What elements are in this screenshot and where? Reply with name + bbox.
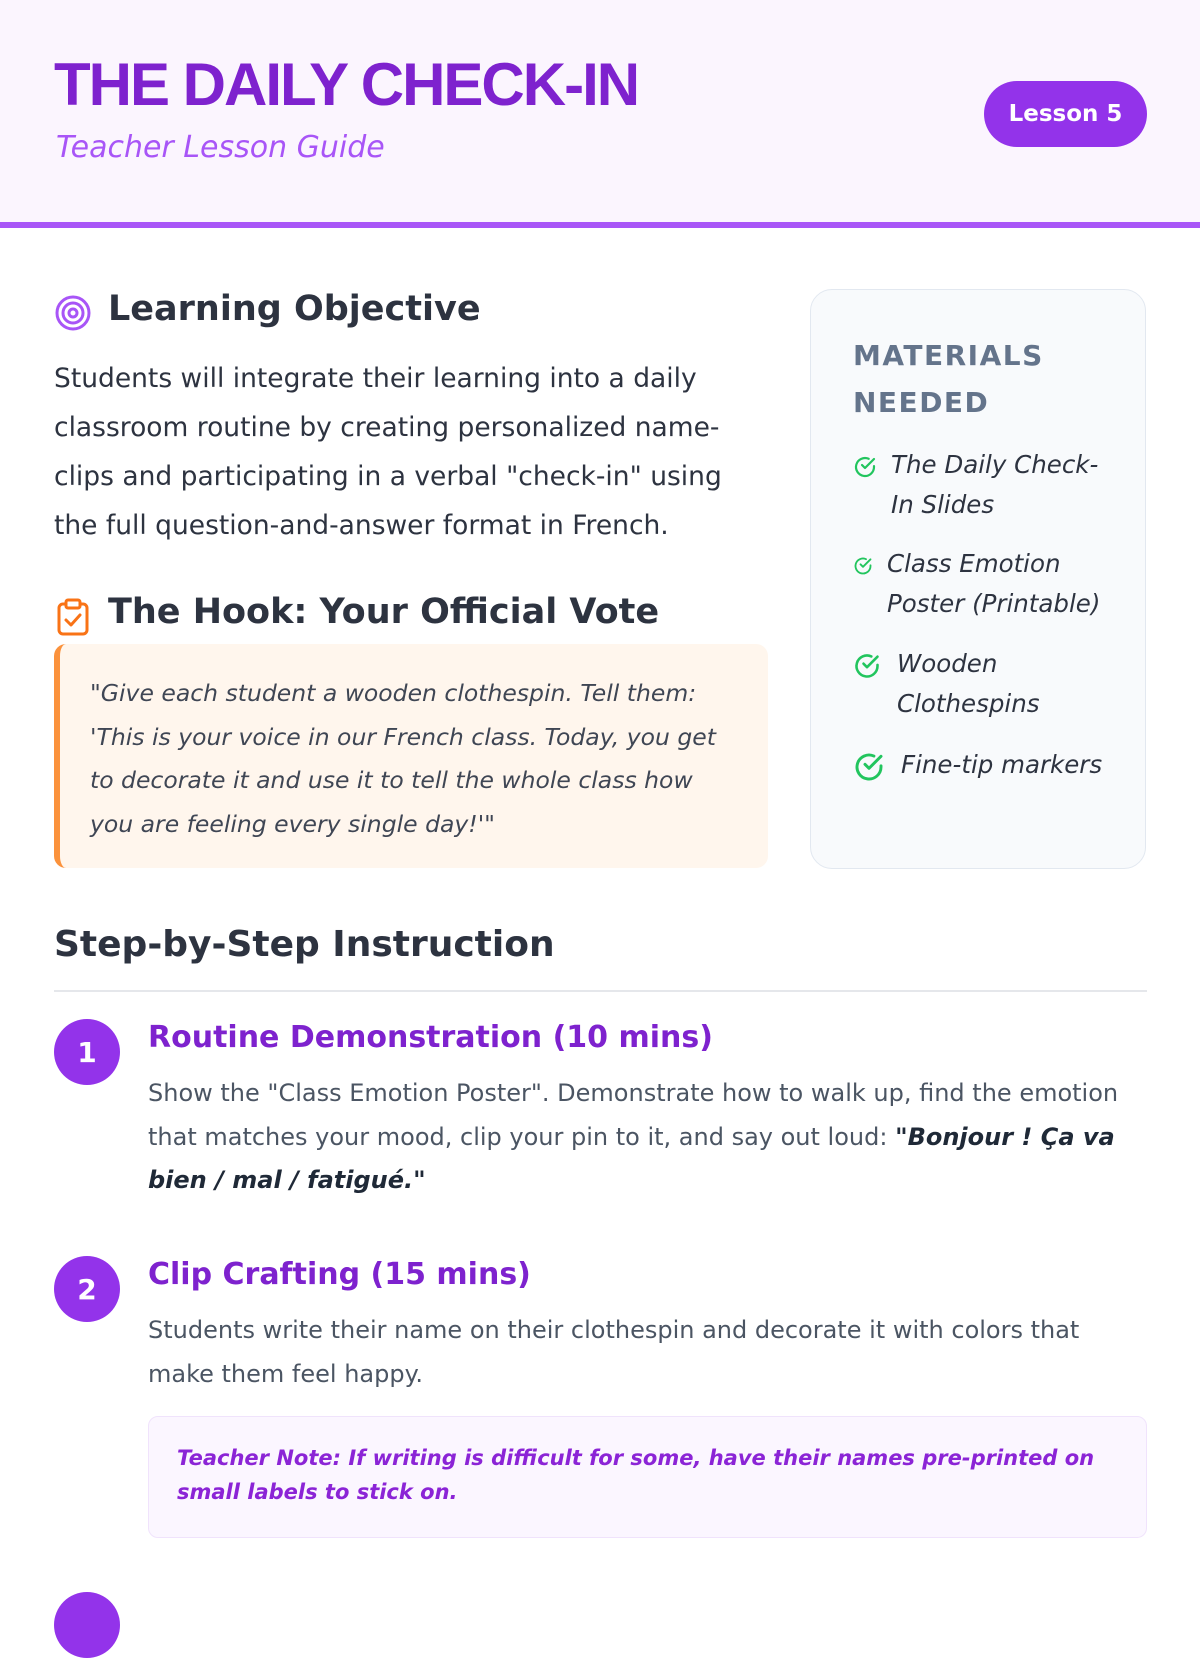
check-circle-icon [853,455,877,479]
hook-heading: The Hook: Your Official Vote [108,592,660,632]
step-title: Routine Demonstration (10 mins) [148,1020,713,1055]
steps-heading: Step-by-Step Instruction [54,924,555,965]
check-circle-icon [853,751,885,783]
check-circle-icon [853,556,873,576]
step-number-badge: 2 [54,1256,120,1322]
step-number-badge: 1 [54,1019,120,1085]
material-label: Class Emotion Poster (Printable) [887,549,1101,618]
material-label: Fine-tip markers [901,750,1103,779]
material-label: The Daily Check-In Slides [891,450,1099,519]
divider [54,990,1147,992]
check-circle-icon [853,652,881,680]
teacher-note: Teacher Note: If writing is difficult for some, have their names pre-printed on small labels to stick on. [177,1446,1095,1504]
step-text-body: Show the "Class Emotion Poster". Demonstrate how to walk up, find the emotion that matches your mood, clip your pin to it, and say out loud: [148,1079,1119,1151]
hook-quote-box [54,644,768,868]
hook-quote: "Give each student a wooden clothespin. Tell them: 'This is your voice in our French class. Today, you get to decorate it and use it to tell the whole class how you are feeling every single day!'" [90,679,716,838]
clipboard-check-icon [56,598,90,636]
step-text-emphasis: "Bonjour ! Ça va bien / mal / fatigué." [148,1122,1115,1194]
objective-heading: Learning Objective [108,289,481,329]
materials-heading: MATERIALS NEEDED [853,339,1044,419]
step-text [148,1072,1148,1203]
page-header [0,0,1200,228]
page-title: THE DAILY CHECK-IN [54,51,639,118]
material-label: Wooden Clothespins [897,649,1040,718]
step-number-badge [54,1592,120,1658]
target-icon [54,294,92,332]
materials-card [810,289,1146,869]
objective-text: Students will integrate their learning into a daily classroom routine by creating personalized name-clips and participating in a verbal "check-in" using the full question-and-answer format in French. [54,363,722,541]
step-title: Clip Crafting (15 mins) [148,1257,531,1292]
page-subtitle: Teacher Lesson Guide [56,130,385,165]
teacher-note-box [148,1416,1147,1538]
step-text: Students write their name on their clothespin and decorate it with colors that make them feel happy. [148,1316,1080,1388]
lesson-badge: Lesson 5 [984,81,1147,147]
